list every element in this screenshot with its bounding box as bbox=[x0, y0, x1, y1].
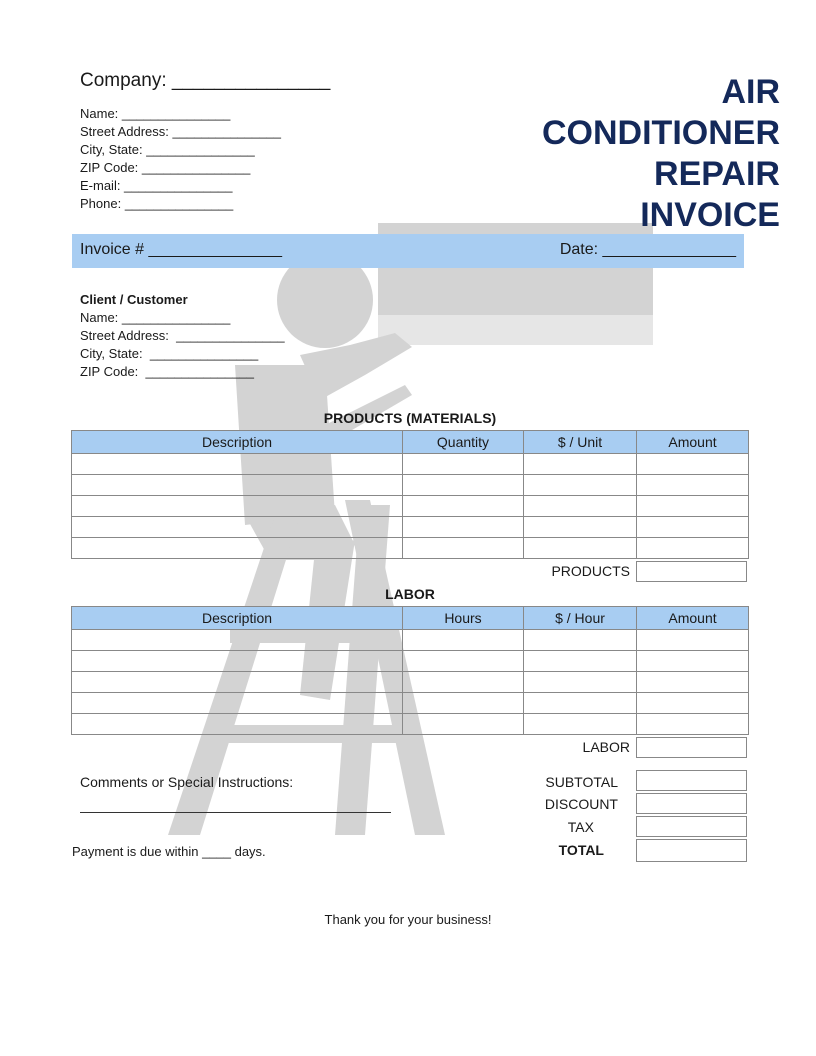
products-cell-rate[interactable] bbox=[524, 538, 637, 559]
products-col-description: Description bbox=[72, 431, 403, 454]
client-heading: Client / Customer bbox=[80, 292, 188, 307]
labor-col-hours: Hours bbox=[403, 607, 524, 630]
labor-cell-amount[interactable] bbox=[637, 672, 749, 693]
title-line-4: INVOICE bbox=[640, 196, 780, 234]
sender-street-field[interactable]: Street Address: _______________ bbox=[80, 124, 281, 139]
labor-cell-amount[interactable] bbox=[637, 714, 749, 735]
labor-rows bbox=[72, 630, 749, 735]
labor-cell-rate[interactable] bbox=[524, 630, 637, 651]
labor-cell-qty[interactable] bbox=[403, 651, 524, 672]
labor-table bbox=[71, 606, 749, 735]
products-total-label: PRODUCTS bbox=[551, 563, 630, 579]
products-col-amount: Amount bbox=[637, 431, 749, 454]
invoice-date-field[interactable]: Date: _______________ bbox=[559, 241, 736, 258]
invoice-number-field[interactable]: Invoice # _______________ bbox=[80, 241, 282, 258]
client-name-field[interactable]: Name: _______________ bbox=[80, 310, 231, 325]
products-row bbox=[72, 475, 749, 496]
labor-title: LABOR bbox=[385, 586, 435, 602]
products-cell-description[interactable] bbox=[72, 454, 403, 475]
labor-cell-qty[interactable] bbox=[403, 630, 524, 651]
products-total-field[interactable] bbox=[636, 561, 747, 582]
comments-label: Comments or Special Instructions: bbox=[80, 774, 294, 790]
products-cell-qty[interactable] bbox=[403, 475, 524, 496]
products-cell-rate[interactable] bbox=[524, 454, 637, 475]
products-rows bbox=[72, 454, 749, 559]
labor-cell-amount[interactable] bbox=[637, 693, 749, 714]
labor-cell-description[interactable] bbox=[72, 714, 403, 735]
tax-label: TAX bbox=[567, 819, 594, 835]
labor-col-description: Description bbox=[72, 607, 403, 630]
products-cell-description[interactable] bbox=[72, 475, 403, 496]
labor-row bbox=[72, 693, 749, 714]
sender-email-field[interactable]: E-mail: _______________ bbox=[80, 178, 233, 193]
labor-total-field[interactable] bbox=[636, 737, 747, 758]
sender-zip-field[interactable]: ZIP Code: _______________ bbox=[80, 160, 251, 175]
labor-cell-rate[interactable] bbox=[524, 672, 637, 693]
products-row bbox=[72, 496, 749, 517]
products-row bbox=[72, 517, 749, 538]
labor-row bbox=[72, 714, 749, 735]
products-cell-amount[interactable] bbox=[637, 454, 749, 475]
products-cell-rate[interactable] bbox=[524, 496, 637, 517]
labor-row bbox=[72, 630, 749, 651]
labor-cell-description[interactable] bbox=[72, 630, 403, 651]
sender-info bbox=[80, 105, 281, 213]
products-cell-qty[interactable] bbox=[403, 538, 524, 559]
client-street-field[interactable]: Street Address: _______________ bbox=[80, 328, 285, 343]
products-cell-description[interactable] bbox=[72, 517, 403, 538]
title-line-2: CONDITIONER bbox=[542, 114, 780, 152]
discount-field[interactable] bbox=[636, 793, 747, 814]
labor-row bbox=[72, 672, 749, 693]
products-cell-amount[interactable] bbox=[637, 496, 749, 517]
labor-cell-description[interactable] bbox=[72, 672, 403, 693]
products-col-unit-price: $ / Unit bbox=[524, 431, 637, 454]
products-cell-qty[interactable] bbox=[403, 454, 524, 475]
tax-field[interactable] bbox=[636, 816, 747, 837]
products-cell-description[interactable] bbox=[72, 538, 403, 559]
total-label: TOTAL bbox=[558, 842, 604, 858]
products-cell-qty[interactable] bbox=[403, 517, 524, 538]
client-info bbox=[80, 291, 285, 381]
labor-total-label: LABOR bbox=[582, 739, 630, 755]
subtotal-field[interactable] bbox=[636, 770, 747, 791]
sender-name-field[interactable]: Name: _______________ bbox=[80, 106, 231, 121]
comments-line[interactable] bbox=[80, 812, 391, 813]
products-cell-qty[interactable] bbox=[403, 496, 524, 517]
products-cell-amount[interactable] bbox=[637, 475, 749, 496]
products-table bbox=[71, 430, 749, 559]
labor-cell-qty[interactable] bbox=[403, 714, 524, 735]
invoice-header-bar bbox=[72, 234, 744, 268]
labor-cell-description[interactable] bbox=[72, 651, 403, 672]
labor-col-hourly-rate: $ / Hour bbox=[524, 607, 637, 630]
labor-cell-rate[interactable] bbox=[524, 714, 637, 735]
title-line-3: REPAIR bbox=[654, 155, 780, 193]
sender-city-field[interactable]: City, State: _______________ bbox=[80, 142, 255, 157]
client-zip-field[interactable]: ZIP Code: _______________ bbox=[80, 364, 254, 379]
labor-cell-qty[interactable] bbox=[403, 693, 524, 714]
total-field[interactable] bbox=[636, 839, 747, 862]
products-cell-amount[interactable] bbox=[637, 538, 749, 559]
sender-phone-field[interactable]: Phone: _______________ bbox=[80, 196, 234, 211]
labor-cell-amount[interactable] bbox=[637, 630, 749, 651]
title-line-1: AIR bbox=[721, 73, 780, 111]
invoice-title bbox=[542, 72, 780, 236]
client-city-field[interactable]: City, State: _______________ bbox=[80, 346, 259, 361]
products-cell-description[interactable] bbox=[72, 496, 403, 517]
products-row bbox=[72, 538, 749, 559]
products-cell-rate[interactable] bbox=[524, 517, 637, 538]
labor-cell-amount[interactable] bbox=[637, 651, 749, 672]
labor-cell-qty[interactable] bbox=[403, 672, 524, 693]
products-title: PRODUCTS (MATERIALS) bbox=[323, 410, 497, 426]
labor-col-amount: Amount bbox=[637, 607, 749, 630]
labor-cell-description[interactable] bbox=[72, 693, 403, 714]
products-col-quantity: Quantity bbox=[403, 431, 524, 454]
products-row bbox=[72, 454, 749, 475]
subtotal-label: SUBTOTAL bbox=[545, 774, 618, 790]
payment-terms: Payment is due within ____ days. bbox=[72, 844, 266, 859]
discount-label: DISCOUNT bbox=[544, 796, 618, 812]
products-cell-amount[interactable] bbox=[637, 517, 749, 538]
labor-cell-rate[interactable] bbox=[524, 693, 637, 714]
thank-you-note: Thank you for your business! bbox=[324, 912, 492, 927]
labor-cell-rate[interactable] bbox=[524, 651, 637, 672]
labor-row bbox=[72, 651, 749, 672]
products-cell-rate[interactable] bbox=[524, 475, 637, 496]
company-field[interactable]: Company: _______________ bbox=[80, 70, 331, 91]
